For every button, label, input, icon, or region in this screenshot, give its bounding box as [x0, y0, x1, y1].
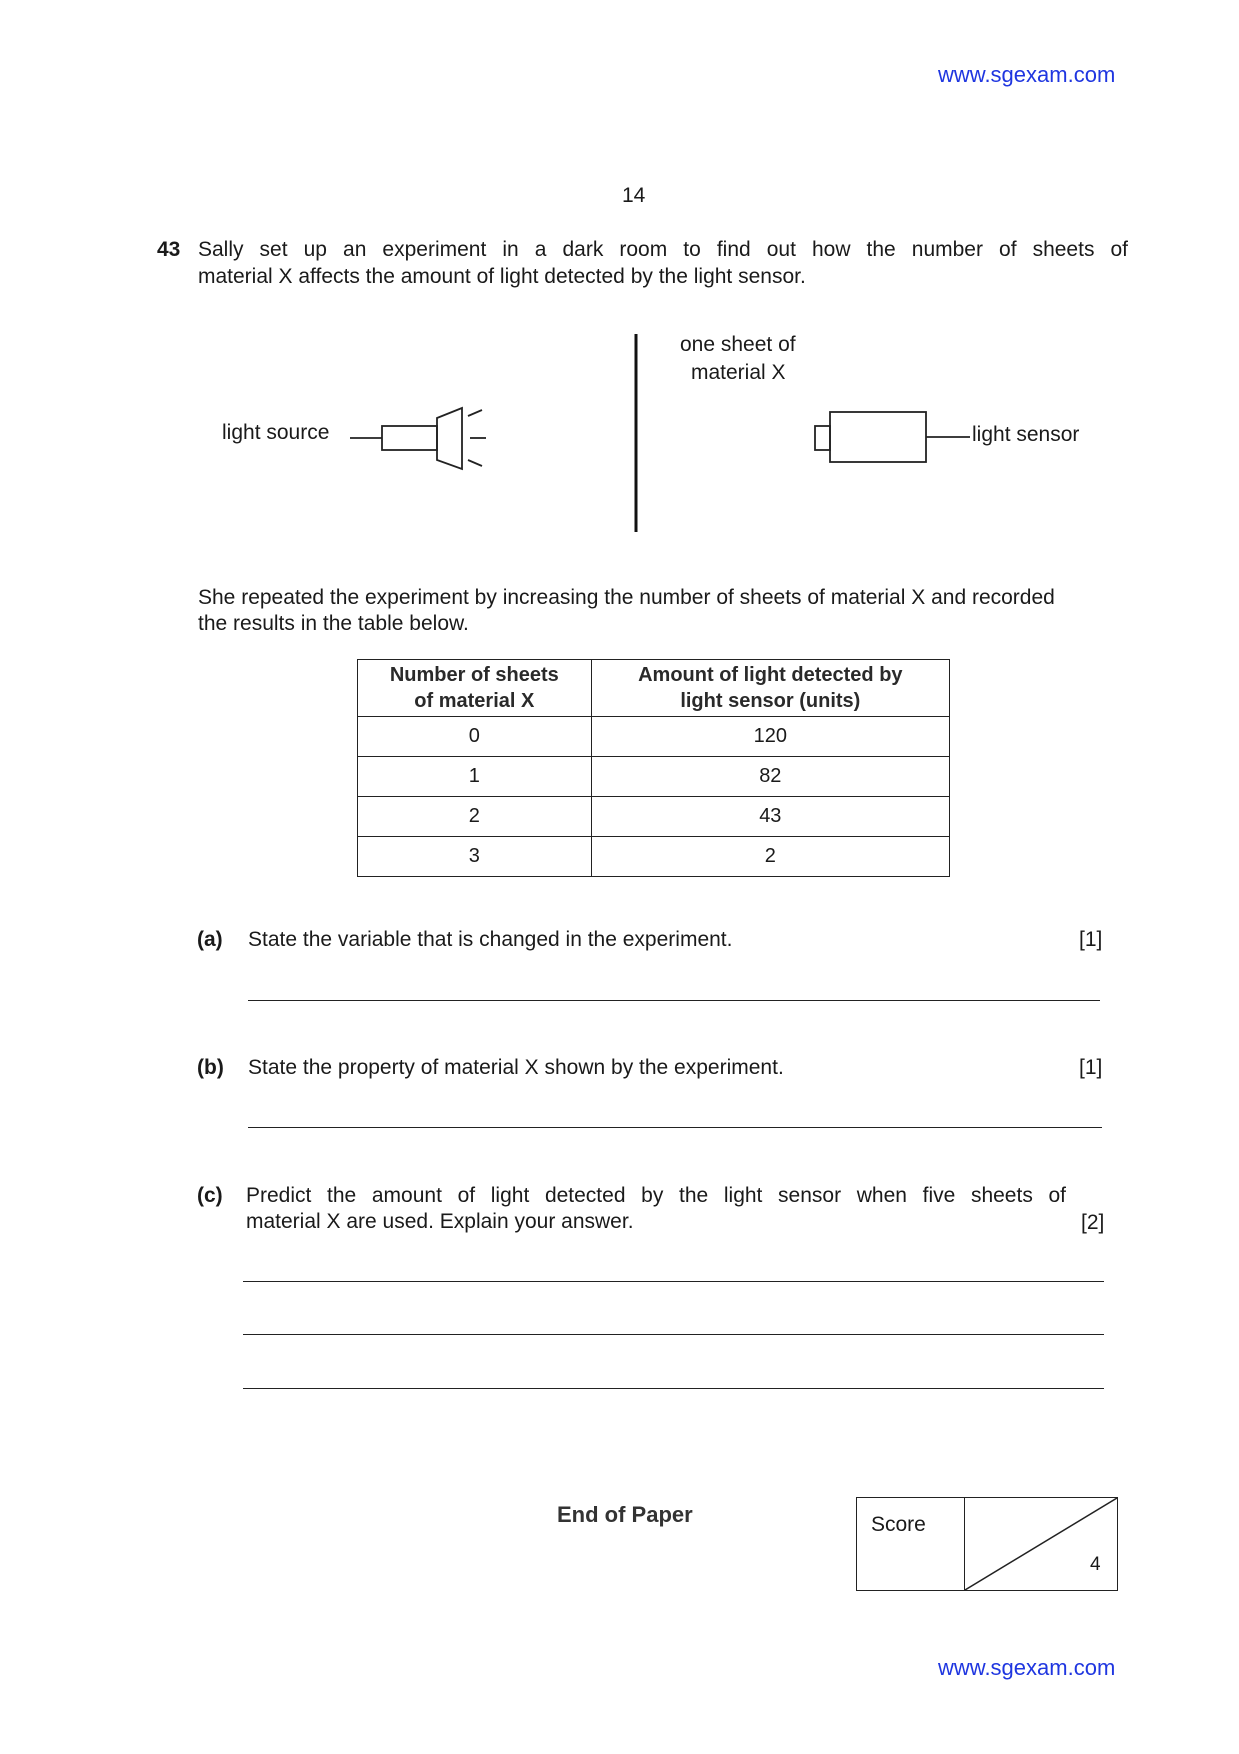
light-sensor-label: light sensor [972, 423, 1080, 446]
footer-url[interactable]: www.sgexam.com [938, 1655, 1116, 1680]
part-c-text-line1: Predict the amount of light detected by the light sensor when five sheets of [246, 1184, 1066, 1207]
header-sheets-line1: Number of sheets [389, 664, 559, 686]
part-b-label: (b) [197, 1056, 224, 1079]
table-row [358, 837, 950, 877]
answer-line-b[interactable] [248, 1127, 1102, 1128]
part-a-text: State the variable that is changed in the experiment. [248, 928, 733, 951]
diagram-drawing [0, 320, 1239, 540]
answer-line-a[interactable] [248, 1000, 1100, 1001]
page-number: 14 [622, 184, 646, 207]
score-box [856, 1497, 1118, 1591]
sheet-label-line1: one sheet of [680, 333, 796, 356]
cell-light: 82 [591, 757, 949, 797]
score-entry-area[interactable] [965, 1498, 1117, 1590]
cell-light: 2 [591, 837, 949, 877]
light-sensor-icon [815, 412, 970, 462]
header-url[interactable]: www.sgexam.com [938, 62, 1116, 87]
results-table [357, 659, 950, 877]
table-row [358, 717, 950, 757]
header-light-line1: Amount of light detected by [638, 664, 903, 686]
score-total: 4 [1090, 1554, 1101, 1575]
experiment-diagram [0, 320, 1239, 540]
question-text-line1: Sally set up an experiment in a dark room to find out how the number of sheets of [198, 238, 1128, 261]
part-c-marks: [2] [1081, 1211, 1105, 1234]
header-light [591, 660, 949, 717]
sheet-label-line2: material X [691, 361, 786, 384]
part-b-text: State the property of material X shown by the experiment. [248, 1056, 784, 1079]
part-b-marks: [1] [1079, 1056, 1103, 1079]
cell-sheets: 1 [358, 757, 592, 797]
table-row [358, 757, 950, 797]
light-source-label: light source [222, 421, 330, 444]
score-label: Score [871, 1513, 926, 1536]
part-c-label: (c) [197, 1184, 223, 1207]
part-c-text-line2: material X are used. Explain your answer. [246, 1210, 634, 1233]
cell-light: 43 [591, 797, 949, 837]
table-row [358, 797, 950, 837]
cell-sheets: 2 [358, 797, 592, 837]
cell-sheets: 0 [358, 717, 592, 757]
answer-line-c1[interactable] [243, 1281, 1104, 1282]
header-sheets [358, 660, 592, 717]
question-number: 43 [157, 238, 181, 261]
answer-line-c3[interactable] [243, 1388, 1104, 1389]
intro-line2: the results in the table below. [198, 612, 469, 635]
answer-line-c2[interactable] [243, 1334, 1104, 1335]
light-source-icon [350, 408, 486, 469]
question-text-line2: material X affects the amount of light detected by the light sensor. [198, 265, 806, 288]
intro-line1: She repeated the experiment by increasing the number of sheets of material X and recorded [198, 586, 1055, 609]
part-a-marks: [1] [1079, 928, 1103, 951]
table-header-row [358, 660, 950, 717]
part-a-label: (a) [197, 928, 223, 951]
end-of-paper: End of Paper [557, 1502, 693, 1527]
header-light-line2: light sensor (units) [680, 690, 861, 712]
header-sheets-line2: of material X [414, 690, 535, 712]
cell-light: 120 [591, 717, 949, 757]
cell-sheets: 3 [358, 837, 592, 877]
